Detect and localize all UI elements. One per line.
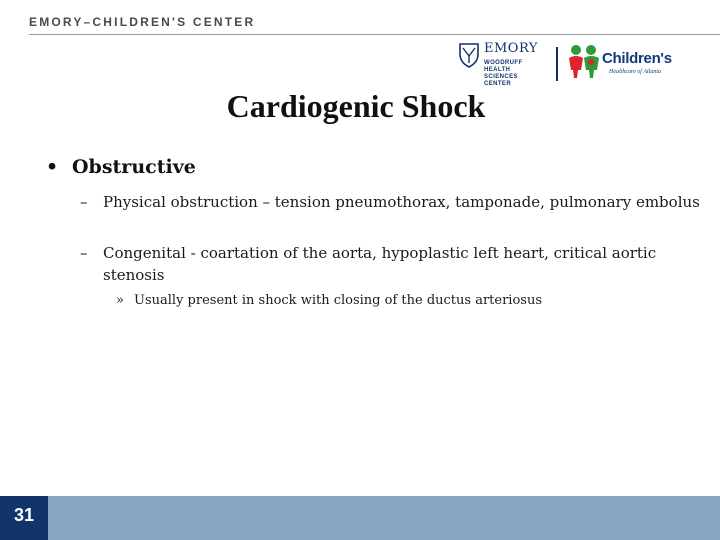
footer-band — [0, 496, 720, 540]
shield-icon — [458, 42, 480, 68]
logo-divider — [556, 47, 558, 81]
emory-wordmark: EMORY — [484, 41, 538, 56]
subbullet-text: Congenital - coartation of the aorta, hypoplastic left heart, critical aortic stenosis — [103, 244, 657, 284]
bullet-marker: • — [46, 156, 59, 178]
center-header-text: EMORY–CHILDREN'S CENTER — [29, 15, 256, 29]
emory-subtitle: WOODRUFF HEALTH SCIENCES CENTER — [484, 60, 523, 87]
emory-logo — [458, 40, 548, 92]
subsub-text: Usually present in shock with closing of the ductus arteriosus — [134, 293, 542, 308]
subbullet-physical-obstruction — [80, 191, 700, 213]
page-number: 31 — [13, 505, 35, 525]
subsub-marker: » — [116, 293, 124, 308]
childrens-logo — [565, 42, 685, 82]
subbullet-marker: – — [80, 244, 88, 262]
childrens-wordmark: Children's — [602, 50, 672, 67]
childrens-subtitle: Healthcare of Atlanta — [609, 69, 661, 75]
slide-title: Cardiogenic Shock — [226, 88, 486, 124]
subbullet-congenital — [80, 242, 700, 286]
bullet-text: Obstructive — [72, 156, 196, 178]
subbullet-text: Physical obstruction – tension pneumothorax, tamponade, pulmonary embolus — [103, 193, 700, 211]
subbullet-marker: – — [80, 193, 88, 211]
header-divider — [29, 34, 720, 35]
kids-figures-icon — [565, 42, 603, 80]
